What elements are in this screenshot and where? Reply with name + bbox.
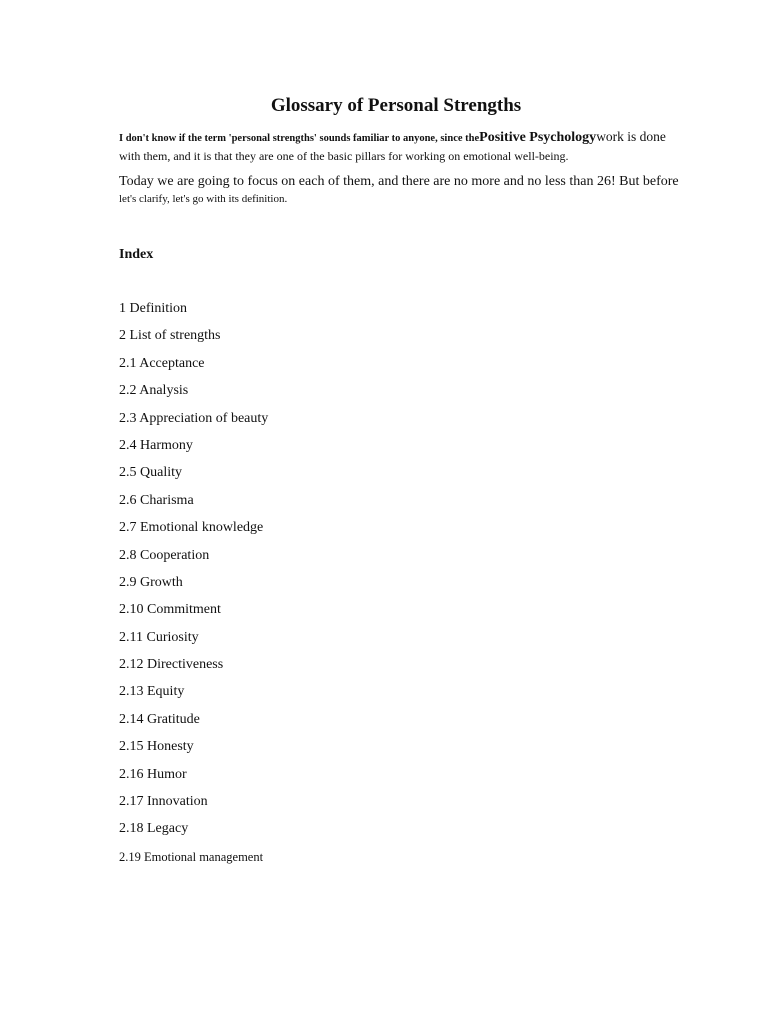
intro-continuation-text: with them, and it is that they are one of the basic pillars for working on emotional well-being. — [119, 149, 569, 163]
toc-item: 2.3 Appreciation of beauty — [119, 410, 269, 426]
toc-item: 2.4 Harmony — [119, 437, 193, 453]
toc-item: 2.15 Honesty — [119, 739, 194, 755]
intro-lead-text: I don't know if the term 'personal strengths' sounds familiar to anyone, since the — [119, 133, 480, 144]
toc-item: 2.19 Emotional management — [119, 849, 264, 864]
toc-item: 2.14 Gratitude — [119, 711, 200, 727]
toc-item: 2.10 Commitment — [119, 602, 221, 618]
toc-item: 2.2 Analysis — [119, 383, 189, 399]
toc-item: 2.9 Growth — [119, 574, 183, 590]
intro-after-highlight-text: work is done — [596, 129, 666, 144]
today-paragraph — [119, 173, 709, 208]
toc-item: 1 Definition — [119, 301, 188, 316]
toc-item: 2.17 Innovation — [119, 794, 208, 810]
toc-item: 2.18 Legacy — [119, 821, 189, 837]
toc-item: 2.16 Humor — [119, 766, 187, 782]
toc-item: 2 List of strengths — [119, 328, 221, 344]
toc-item: 2.5 Quality — [119, 465, 182, 481]
toc-item: 2.6 Charisma — [119, 492, 194, 508]
document-title: Glossary of Personal Strengths — [270, 95, 522, 116]
toc-item: 2.8 Cooperation — [119, 547, 210, 563]
toc-item: 2.11 Curiosity — [119, 629, 199, 645]
intro-paragraph — [119, 128, 709, 165]
toc-item: 2.12 Directiveness — [119, 657, 224, 673]
table-of-contents — [119, 300, 268, 875]
today-line-2: let's clarify, let's go with its definition. — [119, 193, 288, 205]
toc-item: 2.13 Equity — [119, 684, 185, 700]
toc-item: 2.1 Acceptance — [119, 355, 205, 371]
today-line-1: Today we are going to focus on each of them, and there are no more and no less than 26! But before — [119, 174, 679, 189]
index-heading: Index — [119, 247, 154, 262]
intro-highlight-text: Positive Psychology — [479, 130, 597, 145]
toc-item: 2.7 Emotional knowledge — [119, 520, 264, 536]
